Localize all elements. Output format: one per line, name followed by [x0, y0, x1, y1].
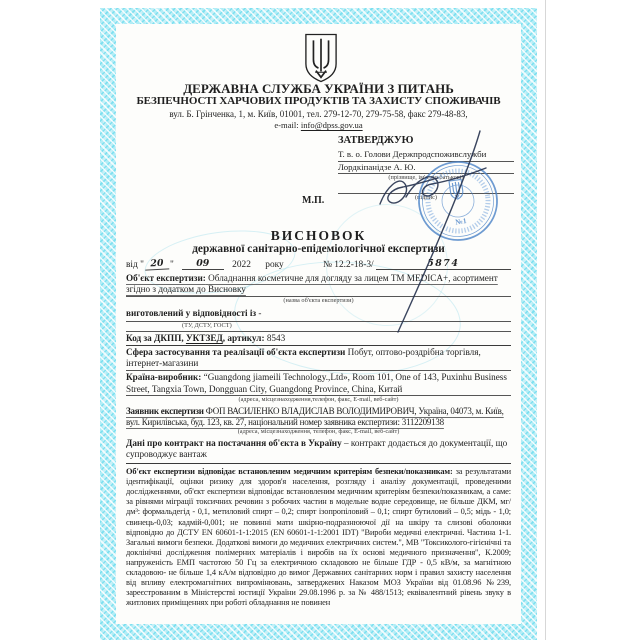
signature-hint: (підпис)	[414, 193, 438, 201]
email-label: e-mail:	[274, 120, 299, 130]
org-address: вул. Б. Грінченка, 1, м. Київ, 01001, тел. 279-12-70, 279-75-58, факс 279-48-83,	[169, 109, 468, 119]
org-name-line2: БЕЗПЕЧНОСТІ ХАРЧОВИХ ПРОДУКТІВ ТА ЗАХИСТУ СПОЖИВАЧІВ	[136, 95, 501, 107]
scope-value: Побут, оптово-роздрібна торгівля, інтернет-магазини	[126, 346, 481, 369]
code-value: 8543	[266, 332, 286, 343]
approve-label: ЗАТВЕРДЖУЮ	[338, 135, 414, 146]
ukraine-trident-icon	[300, 32, 342, 84]
contract-label: Дані про контракт на постачання об'єкта в Україну	[126, 437, 342, 448]
object-hint: (назва об'єкта експертизи)	[283, 297, 354, 305]
contract-value: – контракт додається до документації, що супроводжує вантаж	[126, 437, 508, 459]
org-name-line1: ДЕРЖАВНА СЛУЖБА УКРАЇНИ З ПИТАНЬ	[183, 81, 454, 96]
contract-field	[126, 437, 511, 460]
date-year: 2022	[232, 259, 251, 270]
date-group	[126, 259, 284, 270]
number-label: № 12.2-18-3/	[323, 259, 374, 270]
code-label	[126, 333, 265, 343]
certificate-page	[116, 24, 521, 624]
page-edge-line	[545, 0, 546, 640]
manufacturer-field	[126, 371, 511, 395]
code-label-uktzed: УКТЗЕД	[185, 332, 223, 343]
date-prefix: від "	[126, 259, 144, 270]
scope-field	[126, 346, 511, 371]
code-label-post: , артикул:	[222, 332, 265, 343]
date-close-quote: "	[169, 259, 174, 270]
scope-label: Сфера застосування та реалізації об'єкта експертизи	[126, 346, 346, 357]
made-value: -	[258, 308, 262, 319]
conclusion-lead: Об'єкт експертизи відповідає встановленим медичним критеріям безпеки/показникам:	[126, 467, 453, 477]
applicant-label: Заявник експертизи	[126, 405, 204, 416]
approver-name-hint: (прізвище, ім'я, по батькові)	[388, 174, 464, 182]
applicant-hint: (адреса, місцезнаходження, телефон, факс, E-mail, веб-сайт)	[237, 427, 400, 435]
date-day-handwritten: 20	[145, 258, 170, 270]
made-hint: (ТУ, ДСТУ, ГОСТ)	[126, 322, 511, 332]
made-label: виготовлений у відповідності із	[126, 308, 257, 319]
manufacturer-label: Країна-виробник:	[126, 372, 202, 383]
seal-place-label: М.П.	[302, 195, 325, 206]
code-label-pre: Код за ДКПП,	[126, 332, 186, 343]
applicant-value: ФОП ВАСИЛЕНКО ВЛАДИСЛАВ ВОЛОДИМИРОВИЧ, Україна, 04073, м. Київ, вул. Кирилівська, буд. 123, кв. 27, національний номер заявника експертизи: 3112209138	[126, 405, 504, 427]
document-subtitle: державної санітарно-епідеміологічної експертизи	[192, 243, 445, 255]
number-handwritten: 5874	[376, 259, 511, 270]
conclusion-body: за результатами ідентифікації, оцінки ризику для здоров'я населення, розгляду і аналізу документації, проведеними дослідженнями, об'єкт експертизи відповідає встановленим медичним критеріям безпеки/показникам, а саме: за рівнями міграції токсичних речовин з робочих частин в модельне водне середовище, не більше ДКМ, мг/дм³: формальдегід - 0,1, метиловий спирт – 0,2; спирт ізопропіловий – 0,1; спирт бутиловий – 0,5; мідь - 1,0; свинець-0,03; кадмій-0,001; не повинні мати шкірно-подразнюючої дії на шкіру та слизові оболонки відповідно до ДСТУ EN 60601-1-1:2015 (EN 60601-1-1:2001 IDT) "Вироби медичні електричні. Частина 1-1. Загальні вимоги безпеки. Додаткові вимоги до медичних електричних систем.", МВ "Токсиколого-гігієнічні та доклінічні дослідження полімерних матеріалів і виробів на їх основі медичного призначення", К.2009; напруженість ЕМП частотою 50 Гц за електричною складовою не більше ГДР - 0,5 кВ/м, за магнітною складовою- не більше 1,4 кА/м відповідно до вимог Державних санітарних норм і правил захисту населення від впливу електромагнітних випромінювань, затверджених Наказом МОЗ України від 01.08.96 №239, зареєстрованим в Міністерстві юстиції України 29.08.1996 р. за № 488/1513; еквівалентний рівень звуку в житлових приміщеннях при роботі обладнання не повинен	[126, 467, 511, 608]
approver-name: Лордкіпанідзе А. Ю.	[338, 162, 514, 174]
conclusion-paragraph	[126, 463, 511, 608]
date-month-handwritten: 09	[182, 259, 224, 270]
object-value: Обладнання косметичне для догляду за лицем ТМ MEDICA+, асортимент згідно з додатком до Висновку	[126, 273, 498, 295]
date-word: року	[265, 259, 284, 270]
manufacturer-value: “Guangdong jiameili Technology.,Ltd», Room 101, One of 143, Puxinhu Business Street, Tangxia Town, Dongguan City, Guangdong Province, China, Китай	[126, 372, 507, 394]
stamp-number: №1	[454, 216, 468, 227]
manufacturer-hint: (адреса, місцезнаходження,телефон, факс, E-mail, веб-сайт)	[238, 395, 399, 403]
document-title: ВИСНОВОК	[270, 228, 367, 243]
certificate-guilloche-border	[100, 8, 537, 640]
email-value: info@dpss.gov.ua	[300, 120, 363, 130]
handwritten-signature	[346, 108, 508, 346]
applicant-field	[126, 405, 511, 428]
approver-position: Т. в. о. Голови Держпродспоживслужби	[338, 149, 514, 161]
object-label: Об'єкт експертизи:	[126, 273, 206, 283]
